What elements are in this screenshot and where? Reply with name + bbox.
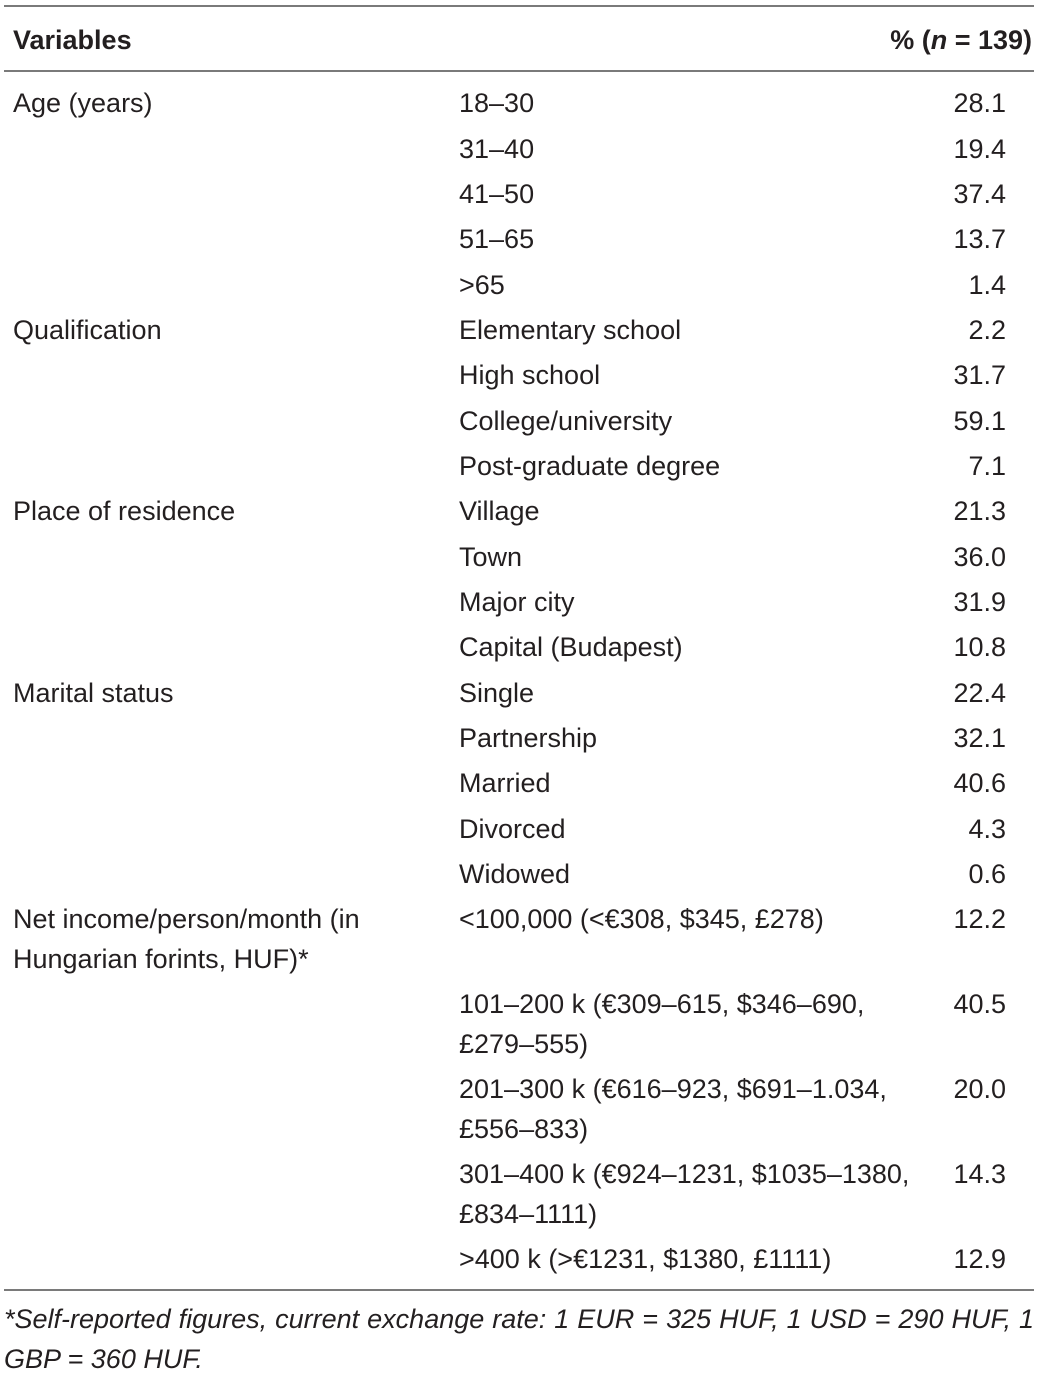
row-value: 10.8 <box>953 632 1006 662</box>
row-category: Divorced <box>459 814 566 844</box>
row-value: 19.4 <box>953 134 1006 164</box>
row-variable: Net income/person/month (in Hungarian forints, HUF)* <box>13 904 360 974</box>
header-percent-suffix: = 139) <box>947 25 1032 55</box>
header-rule <box>4 70 1034 72</box>
row-value: 0.6 <box>968 859 1006 889</box>
row-category: Major city <box>459 587 575 617</box>
row-category: College/university <box>459 406 673 436</box>
row-variable: Age (years) <box>13 88 153 118</box>
row-value: 20.0 <box>953 1074 1006 1104</box>
row-value: 40.6 <box>953 768 1006 798</box>
row-category: Post-graduate degree <box>459 451 721 481</box>
row-variable: Marital status <box>13 678 174 708</box>
row-value: 2.2 <box>968 315 1006 345</box>
row-category: 31–40 <box>459 134 535 164</box>
row-category: 41–50 <box>459 179 535 209</box>
row-category: 101–200 k (€309–615, $346–690, £279–555) <box>459 989 865 1059</box>
row-value: 4.3 <box>968 814 1006 844</box>
header-variables: Variables <box>13 25 132 55</box>
row-value: 31.7 <box>953 360 1006 390</box>
table-bottom-rule <box>4 1289 1034 1291</box>
row-category: >400 k (>€1231, $1380, £1111) <box>459 1244 832 1274</box>
row-category: <100,000 (<€308, $345, £278) <box>459 904 824 934</box>
row-value: 32.1 <box>953 723 1006 753</box>
table-top-rule <box>4 5 1034 7</box>
row-category: 18–30 <box>459 88 535 118</box>
row-value: 31.9 <box>953 587 1006 617</box>
row-category: Married <box>459 768 551 798</box>
row-value: 22.4 <box>953 678 1006 708</box>
row-value: 59.1 <box>953 406 1006 436</box>
row-category: Village <box>459 496 540 526</box>
row-value: 37.4 <box>953 179 1006 209</box>
row-category: High school <box>459 360 601 390</box>
row-category: Town <box>459 542 523 572</box>
row-value: 40.5 <box>953 989 1006 1019</box>
row-category: 301–400 k (€924–1231, $1035–1380, £834–1111) <box>459 1159 910 1229</box>
header-percent <box>890 20 1032 60</box>
row-value: 7.1 <box>968 451 1006 481</box>
row-category: 201–300 k (€616–923, $691–1.034, £556–833) <box>459 1074 887 1144</box>
row-category: >65 <box>459 270 505 300</box>
row-value: 13.7 <box>953 224 1006 254</box>
row-value: 28.1 <box>953 88 1006 118</box>
row-category: Widowed <box>459 859 571 889</box>
table-footnote: *Self-reported figures, current exchange rate: 1 EUR = 325 HUF, 1 USD = 290 HUF, 1 GBP = 360 HUF. <box>4 1304 1034 1374</box>
row-value: 21.3 <box>953 496 1006 526</box>
row-variable: Qualification <box>13 315 162 345</box>
header-n-symbol: n <box>930 25 948 55</box>
row-category: Elementary school <box>459 315 682 345</box>
row-value: 12.9 <box>953 1244 1006 1274</box>
row-category: Capital (Budapest) <box>459 632 683 662</box>
row-value: 12.2 <box>953 904 1006 934</box>
row-category: Partnership <box>459 723 598 753</box>
row-value: 36.0 <box>953 542 1006 572</box>
row-value: 1.4 <box>968 270 1006 300</box>
row-value: 14.3 <box>953 1159 1006 1189</box>
row-category: Single <box>459 678 535 708</box>
row-category: 51–65 <box>459 224 535 254</box>
header-percent-prefix: % ( <box>890 25 931 55</box>
row-variable: Place of residence <box>13 496 236 526</box>
